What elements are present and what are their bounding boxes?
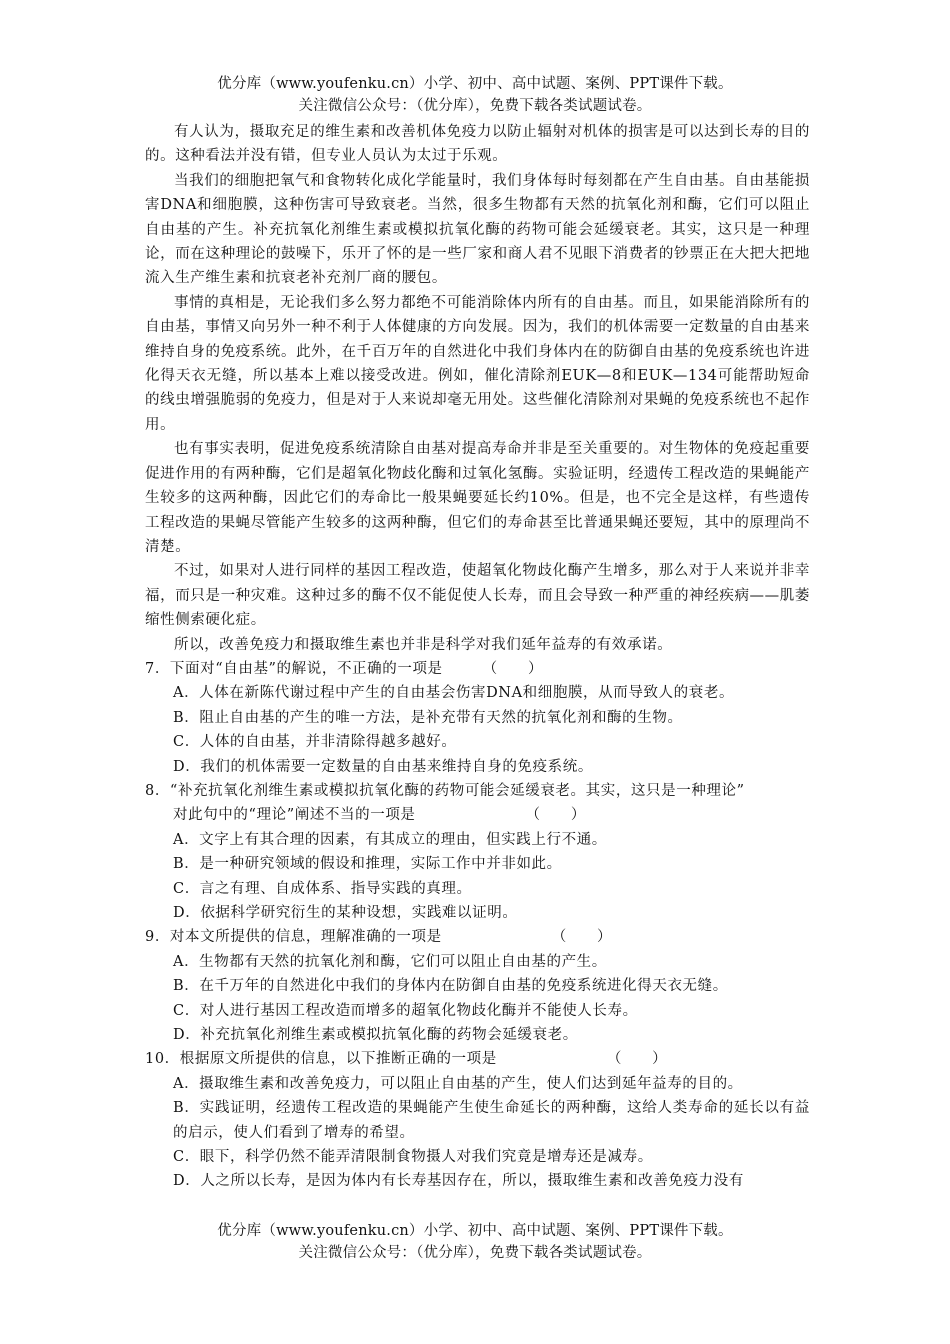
option-c: C．言之有理、自成体系、指导实践的真理。	[173, 880, 472, 897]
page-header	[0, 73, 950, 117]
question-stem: 10．根据原文所提供的信息，以下推断正确的一项是 （ ）	[145, 1047, 810, 1071]
page-footer	[0, 1220, 950, 1264]
option-d: D．依据科学研究衍生的某种设想，实践难以证明。	[173, 905, 518, 921]
option-d: D．补充抗氧化剂维生素或模拟抗氧化酶的药物会延缓衰老。	[173, 1027, 578, 1044]
header-line-1: 优分库（www.youfenku.cn）小学、初中、高中试题、案例、PPT课件下载。	[217, 76, 733, 92]
passage-paragraph-3: 事情的真相是，无论我们多么努力都绝不可能消除体内所有的自由基。而且，如果能消除所有的自由基，事情又向另外一种不利于人体健康的方向发展。因为，我们的机体需要一定数量的自由基来维持自身的免疫系统。此外，在千百万年的自然进化中我们身体内在的防御自由基的免疫系统也许进化得天衣无缝，所以基本上难以接受改进。例如，催化清除剂EUK—8和EUK—134可能帮助短命的线虫增强脆弱的免疫力，但是对于人来说却毫无用处。这些催化清除剂对果蝇的免疫系统也不起作用。	[145, 294, 810, 433]
question-stem: 8．“补充抗氧化剂维生素或模拟抗氧化酶的药物可能会延缓衰老。其实，这只是一种理论”	[145, 782, 745, 799]
header-line-2: 关注微信公众号：（优分库），免费下载各类试题试卷。	[298, 98, 652, 114]
question-8	[145, 779, 810, 925]
option-c: C．眼下，科学仍然不能弄清限制食物摄人对我们究竟是增寿还是减寿。	[173, 1149, 653, 1166]
option-a: A．生物都有天然的抗氧化剂和酶，它们可以阻止自由基的产生。	[173, 953, 607, 970]
option-d: D．人之所以长寿，是因为体内有长寿基因存在，所以，摄取维生素和改善免疫力没有	[173, 1173, 744, 1190]
question-stem: 7．下面对“自由基”的解说，不正确的一项是 （ ）	[145, 657, 810, 681]
question-9	[145, 925, 810, 1047]
option-d: D．我们的机体需要一定数量的自由基来维持自身的免疫系统。	[173, 758, 593, 775]
option-b: B．是一种研究领域的假设和推理，实际工作中并非如此。	[173, 856, 562, 873]
option-b: B．在千万年的自然进化中我们的身体内在防御自由基的免疫系统进化得天衣无缝。	[173, 978, 728, 995]
footer-line-1: 优分库（www.youfenku.cn）小学、初中、高中试题、案例、PPT课件下载。	[217, 1223, 733, 1239]
question-10	[145, 1047, 810, 1193]
option-a: A．文字上有其合理的因素，有其成立的理由，但实践上行不通。	[173, 831, 607, 848]
option-c: C．人体的自由基，并非清除得越多越好。	[173, 734, 457, 751]
option-b: B．实践证明，经遗传工程改造的果蝇能产生使生命延长的两种酶，这给人类寿命的延长以有益的启示，使人们看到了增寿的希望。	[173, 1100, 810, 1141]
answer-paren: （ ）	[551, 929, 613, 946]
passage-paragraph-1: 有人认为，摄取充足的维生素和改善机体免疫力以防止辐射对机体的损害是可以达到长寿的目的的。这种看法并没有错，但专业人员认为太过于乐观。	[145, 124, 810, 165]
option-a: A．人体在新陈代谢过程中产生的自由基会伤害DNA和细胞膜，从而导致人的衰老。	[173, 685, 735, 702]
passage-paragraph-6: 所以，改善免疫力和摄取维生素也并非是科学对我们延年益寿的有效承诺。	[174, 636, 673, 653]
answer-paren: （ ）	[606, 1051, 668, 1068]
option-c: C．对人进行基因工程改造而增多的超氧化物歧化酶并不能使人长寿。	[173, 1002, 638, 1019]
option-a: A．摄取维生素和改善免疫力，可以阻止自由基的产生，使人们达到延年益寿的目的。	[173, 1075, 743, 1092]
answer-paren: （ ）	[482, 660, 544, 677]
article-body	[145, 120, 810, 1194]
answer-paren: （ ）	[525, 807, 586, 824]
passage-paragraph-2: 当我们的细胞把氧气和食物转化成化学能量时，我们身体每时每刻都在产生自由基。自由基能损害DNA和细胞膜，这种伤害可导致衰老。当然，很多生物都有天然的抗氧化剂和酶，它们可以阻止自由基的产生。补充抗氧化剂维生素或模拟抗氧化酶的药物可能会延缓衰老。其实，这只是一种理论，而在这种理论的鼓噪下，乐开了怀的是一些厂家和商人君不见眼下消费者的钞票正在大把大把地流入生产维生素和抗衰老补充剂厂商的腰包。	[145, 172, 810, 287]
passage-paragraph-5: 不过，如果对人进行同样的基因工程改造，使超氧化物歧化酶产生增多，那么对于人来说并非幸福，而只是一种灾难。这种过多的酶不仅不能促使人长寿，而且会导致一种严重的神经疾病——肌萎缩性侧索硬化症。	[145, 563, 810, 629]
passage-paragraph-4: 也有事实表明，促进免疫系统清除自由基对提高寿命并非是至关重要的。对生物体的免疫起重要促进作用的有两种酶，它们是超氧化物歧化酶和过氧化氢酶。实验证明，经遗传工程改造的果蝇能产生较多的这两种酶，因此它们的寿命比一般果蝇要延长约10%。但是，也不完全是这样，有些遗传工程改造的果蝇尽管能产生较多的这两种酶，但它们的寿命甚至比普通果蝇还要短，其中的原理尚不清楚。	[145, 441, 810, 555]
question-stem-continued: 对此句中的“理论”阐述不当的一项是 （ ）	[145, 803, 810, 827]
option-b: B．阻止自由基的产生的唯一方法，是补充带有天然的抗氧化剂和酶的生物。	[173, 709, 683, 726]
question-stem: 9．对本文所提供的信息，理解准确的一项是 （ ）	[145, 925, 810, 949]
footer-line-2: 关注微信公众号：（优分库），免费下载各类试题试卷。	[298, 1245, 652, 1261]
question-7	[145, 657, 810, 779]
